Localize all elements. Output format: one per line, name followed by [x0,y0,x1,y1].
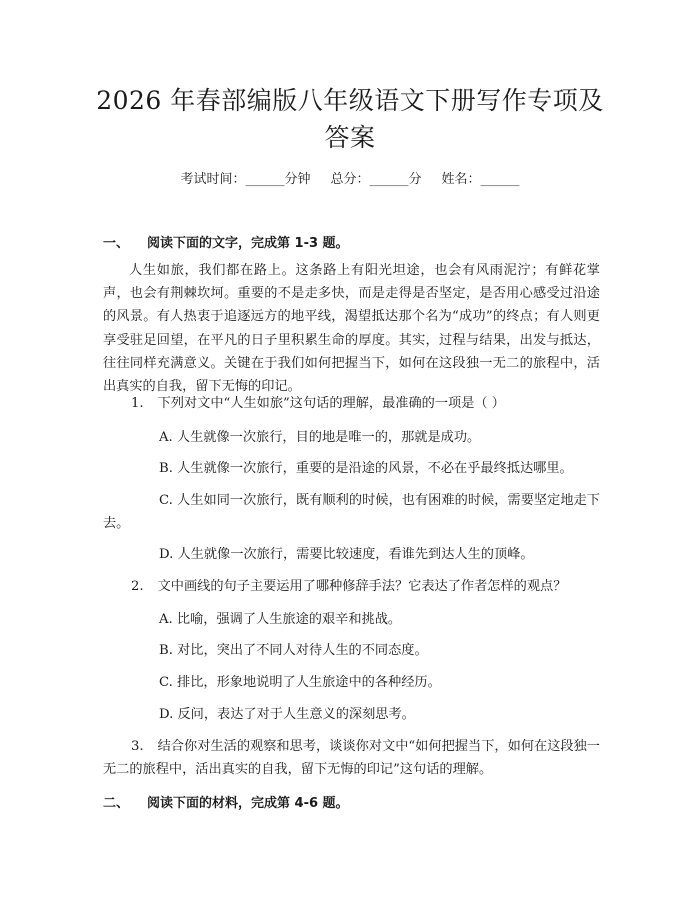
document-title [60,82,640,156]
title-line-1: 2026 年春部编版八年级语文下册写作专项及 [96,86,604,115]
exam-info [0,168,700,187]
question-number: 3. [131,739,144,754]
section-number: 二、 [103,796,130,811]
section-heading-text: 阅读下面的文字，完成第 1-3 题。 [147,236,349,251]
question-text: 文中画线的句子主要运用了哪种修辞手法？它表达了作者怎样的观点？ [157,579,567,594]
question-2-option-d: D. 反问，表达了对于人生意义的深刻思考。 [159,707,415,722]
section-heading-text: 阅读下面的材料，完成第 4-6 题。 [147,796,349,811]
section-heading-1 [103,232,349,251]
question-1-option-c: C. 人生如同一次旅行，既有顺利的时候，也有困难的时候，需要坚定地走下去。 [103,493,600,532]
question-text: 下列对文中“人生如旅”这句话的理解，最准确的一项是（ ） [157,396,505,411]
question-text: 结合你对生活的观察和思考，谈谈你对文中“如何把握当下，如何在这段独一无二的旅程中，活出真实的自我，留下无悔的印记”这句话的理解。 [103,739,600,778]
question-1-option-b: B. 人生就像一次旅行，重要的是沿途的风景，不必在乎最终抵达哪里。 [159,461,573,476]
question-1-option-d: D. 人生就像一次旅行，需要比较速度，看谁先到达人生的顶峰。 [159,547,534,562]
question-2-stem [103,575,600,598]
exam-time: 考试时间：______分钟 [180,172,311,187]
question-2-option-b: B. 对比，突出了不同人对待人生的不同态度。 [159,643,428,658]
reading-passage: 人生如旅，我们都在路上。这条路上有阳光坦途，也会有风雨泥泞；有鲜花掌声，也会有荆棘坎坷。重要的不是走多快，而是走得是否坚定，是否用心感受过沿途的风景。有人热衷于追逐远方的地平线，渴望抵达那个名为“成功”的终点；有人则更享受驻足回望，在平凡的日子里积累生命的厚度。其实，过程与结果，出发与抵达，往往同样充满意义。关键在于我们如何把握当下，如何在这段独一无二的旅程中，活出真实的自我，留下无悔的印记。 [103,263,600,395]
question-1-option-a: A. 人生就像一次旅行，目的地是唯一的，那就是成功。 [159,430,481,445]
question-1-stem [103,392,600,415]
section-heading-2 [103,792,349,811]
question-3-stem [103,735,600,781]
exam-score: 总分：______分 [330,172,422,187]
question-number: 2. [131,579,144,594]
question-2-option-c: C. 排比，形象地说明了人生旅途中的各种经历。 [159,675,441,690]
question-number: 1. [131,396,144,411]
question-2-option-a: A. 比喻，强调了人生旅途的艰辛和挑战。 [159,612,402,627]
section-number: 一、 [103,236,130,251]
exam-name: 姓名：______ [441,172,520,187]
title-line-2: 答案 [324,123,376,152]
